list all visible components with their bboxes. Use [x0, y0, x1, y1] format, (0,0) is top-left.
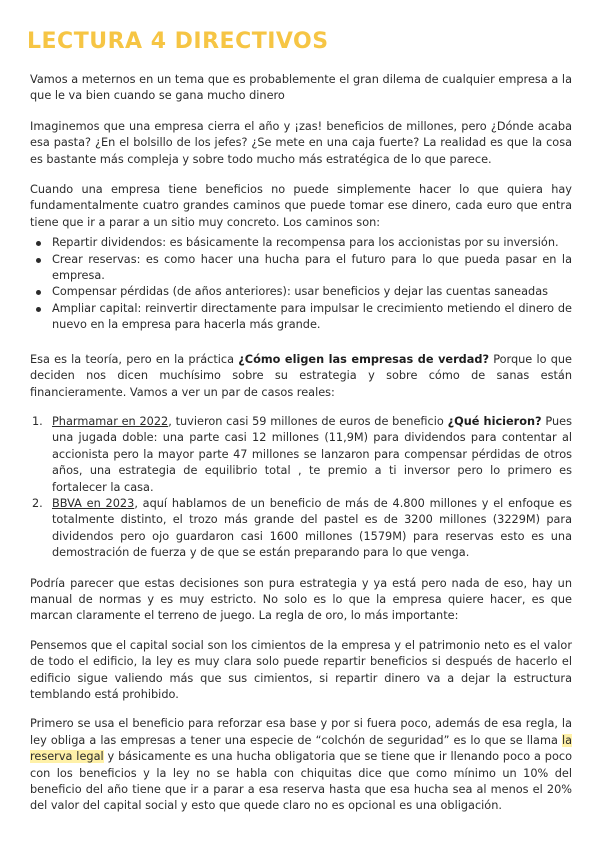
case-text: Pues una jugada doble: una parte casi 12 millones (11,9M) para dividendos para contentar al accionista pero la mayor parte 47 millones se lanzaron para compensar pérdidas de otros años, una estrategia de equilibrio total , te premio a ti inversor pero lo primero es fortalecer la casa.	[52, 414, 572, 494]
list-item: Crear reservas: es como hacer una hucha para el futuro para lo que pueda pasar en la empresa.	[52, 252, 572, 285]
case-item-bbva	[32, 496, 572, 562]
paths-list	[30, 235, 572, 333]
case-link-pharmamar[interactable]: Pharmamar en 2022	[52, 414, 169, 428]
third-paragraph: Cuando una empresa tiene beneficios no puede simplemente hacer lo que quiera hay fundamentalmente cuatro grandes caminos que puede tomar ese dinero, cada euro que entra tiene que ir a parar a un sitio muy concreto. Los caminos son:	[30, 183, 572, 229]
list-item: Compensar pérdidas (de años anteriores): usar beneficios y dejar las cuentas saneadas	[52, 284, 572, 300]
rules-paragraph-1: Podría parecer que estas decisiones son pura estrategia y ya está pero nada de eso, hay un manual de normas y es muy estricto. No solo es lo que la empresa quiere hacer, es que marcan claramente el terreno de juego. La regla de oro, lo más importante:	[30, 576, 572, 623]
case-text: , aquí hablamos de un beneficio de más de 4.800 millones y el enfoque es totalmente distinto, el trozo más grande del pastel es de 3200 millones (3229M) para dividendos pero ojo guardaron casi 1600 millones (1579M) para reservas esto es una demostración de fuerza y de que se están preparando para lo que venga.	[52, 496, 572, 560]
highlighted-term: la reserva legal	[30, 733, 572, 764]
rules-paragraph-3	[30, 716, 572, 814]
list-item: Ampliar capital: reinvertir directamente para impulsar le crecimiento metiendo el dinero de nuevo en la empresa para hacerla más grande.	[52, 301, 572, 334]
theory-text-before: Esa es la teoría, pero en la práctica	[30, 352, 239, 366]
case-number: 1.	[32, 414, 43, 428]
case-question: ¿Qué hicieron?	[447, 414, 542, 428]
theory-text-after: Porque lo que deciden nos dicen muchísimo sobre su estrategia y sobre cómo de sanas están financieramente. Vamos a ver un par de casos reales:	[30, 352, 572, 399]
rules-paragraph-2: Pensemos que el capital social son los cimientos de la empresa y el patrimonio neto es el valor de todo el edificio, la ley es muy clara solo puede repartir beneficios si después de hacerlo el edificio sigue valiendo más que sus cimientos, si repartir dinero va a dejar la estructura temblando está prohibido.	[30, 638, 572, 701]
case-item-pharmamar	[32, 414, 572, 496]
intro-paragraph: Vamos a meternos en un tema que es probablemente el gran dilema de cualquier empresa a la que le va bien cuando se gana mucho dinero	[30, 73, 572, 103]
page-title: LECTURA 4 DIRECTIVOS	[27, 29, 329, 54]
document-body	[30, 72, 572, 828]
second-paragraph: Imaginemos que una empresa cierra el año y ¡zas! beneficios de millones, pero ¿Dónde acaba esa pasta? ¿En el bolsillo de los jefes? ¿Se mete en una caja fuerte? La realidad es que la cosa es bastante más compleja y sobre todo mucho más estratégica de lo que parece.	[30, 119, 572, 166]
case-text: , tuvieron casi 59 millones de euros de beneficio	[168, 414, 448, 428]
case-link-bbva[interactable]: BBVA en 2023	[52, 496, 135, 510]
rules-text-before: Primero se usa el beneficio para reforzar esa base y por si fuera poco, además de esa regla, la ley obliga a las empresas a tener una especie de “colchón de seguridad” es lo que se llama	[30, 717, 572, 747]
case-number: 2.	[32, 496, 43, 510]
theory-question: ¿Cómo eligen las empresas de verdad?	[238, 352, 490, 366]
rules-text-after: y básicamente es una hucha obligatoria que se tiene que ir llenando poco a poco con los beneficios y la ley no se habla con chiquitas dice que como mínimo un 10% del beneficio del año tiene que ir a parar a esa reserva hasta que esa hucha sea al menos el 20% del valor del capital social y esto que quede claro no es opcional es una obligación.	[30, 750, 572, 813]
cases-list	[30, 414, 572, 562]
theory-paragraph	[30, 352, 572, 401]
list-item: Repartir dividendos: es básicamente la recompensa para los accionistas por su inversión.	[52, 235, 572, 251]
